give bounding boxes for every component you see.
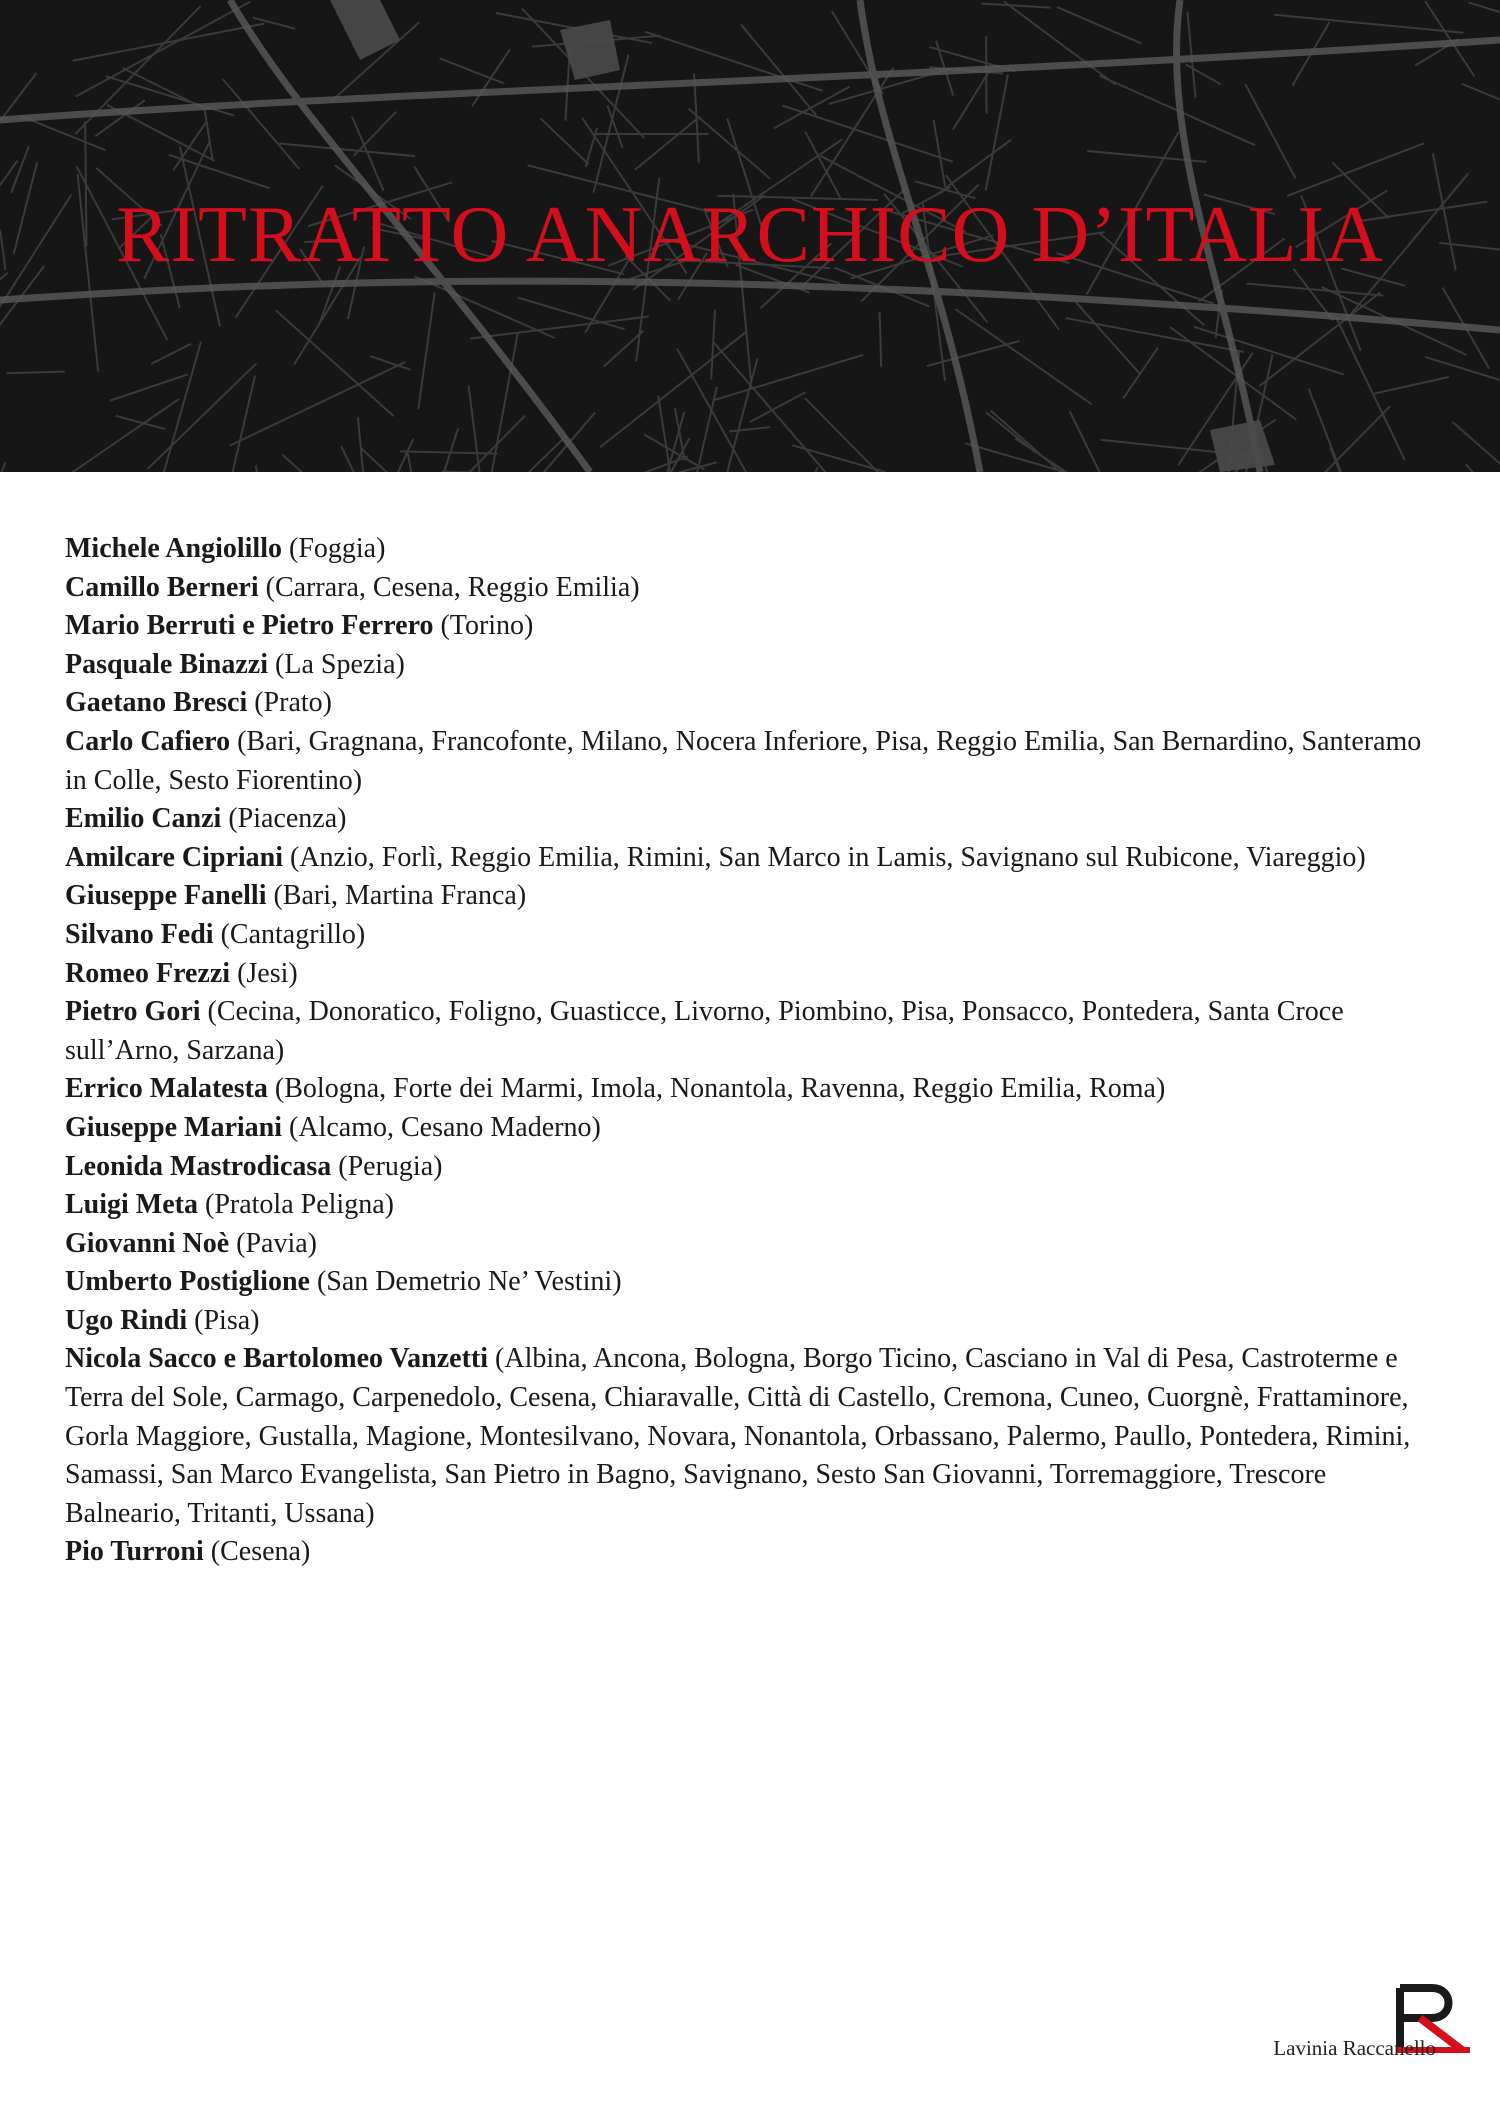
list-item (65, 955, 1445, 994)
place-list: (Bari, Gragnana, Francofonte, Milano, Nocera Inferiore, Pisa, Reggio Emilia, San Bernardino, Santeramo in Colle, Sesto Fiorentino) (65, 725, 1422, 796)
map-street-line (148, 363, 257, 468)
map-street-line (540, 118, 588, 164)
person-name: Leonida Mastrodicasa (65, 1150, 332, 1182)
place-list: (Foggia) (282, 533, 386, 564)
place-list: (Jesi) (230, 957, 298, 989)
map-street-line (982, 4, 1051, 8)
list-item (65, 646, 1445, 685)
place-list: (Piacenza) (221, 803, 347, 835)
person-name: Giuseppe Fanelli (65, 880, 267, 912)
place-list: (Cantagrillo) (213, 918, 366, 950)
map-street-line (358, 417, 365, 472)
map-street-line (955, 309, 1091, 404)
list-item (65, 839, 1445, 878)
place-list: (Pavia) (229, 1227, 317, 1259)
person-name: Pietro Gori (65, 996, 201, 1028)
person-name: Nicola Sacco e Bartolomeo Vanzetti (65, 1343, 489, 1375)
person-name: Silvano Fedi (65, 918, 214, 950)
place-list: (Bari, Martina Franca) (266, 880, 527, 912)
map-street-line (1462, 84, 1500, 100)
map-street-line (418, 292, 434, 409)
place-list: (Cecina, Donoratico, Foligno, Guasticce, Livorno, Piombino, Pisa, Ponsacco, Pontedera, Santa Croce sull’Arno, Sarzana) (65, 996, 1344, 1066)
list-item (65, 877, 1445, 916)
place-list: (Anzio, Forlì, Reggio Emilia, Rimini, San Marco in Lamis, Savignano sul Rubicone, Viareggio) (283, 841, 1366, 873)
map-street-line (0, 266, 44, 386)
anarchist-list (65, 530, 1445, 1572)
person-name: Romeo Frezzi (65, 957, 231, 989)
person-name: Luigi Meta (65, 1189, 198, 1221)
place-list: (Alcamo, Cesano Maderno) (282, 1111, 601, 1143)
list-item (65, 1148, 1445, 1187)
map-street-line (1330, 447, 1399, 472)
person-name: Pio Turroni (65, 1536, 204, 1568)
map-street-line (332, 439, 413, 472)
person-name: Camillo Berneri (65, 571, 259, 603)
map-street-line (1245, 84, 1295, 178)
map-street-line (116, 416, 165, 429)
place-list: (Pisa) (187, 1304, 260, 1336)
map-street-line (518, 298, 625, 330)
map-street-line (990, 410, 1120, 472)
person-name: Emilio Canzi (65, 803, 222, 835)
map-street-line (1057, 7, 1141, 44)
map-street-line (1004, 1, 1116, 84)
person-name: Gaetano Bresci (65, 687, 248, 719)
map-street-line (688, 109, 770, 179)
place-list: (Prato) (247, 687, 332, 719)
map-street-line (256, 465, 269, 472)
map-street-line (408, 453, 420, 472)
map-street-line (0, 462, 6, 472)
list-item (65, 1070, 1445, 1109)
map-street-line (811, 68, 894, 197)
list-item (65, 1302, 1445, 1341)
list-item (65, 1340, 1445, 1533)
map-street-line (1466, 464, 1499, 472)
list-item (65, 800, 1445, 839)
place-list: (San Demetrio Ne’ Vestini) (309, 1266, 622, 1298)
list-item (65, 916, 1445, 955)
author-name: Lavinia Raccanello (1273, 2036, 1436, 2060)
map-street-line (658, 396, 675, 472)
map-street-line (400, 451, 498, 453)
person-name: Mario Berruti e Pietro Ferrero (65, 610, 434, 642)
map-street-line (805, 398, 900, 472)
list-item (65, 1533, 1445, 1572)
map-street-line (635, 119, 698, 170)
map-street-line (40, 399, 179, 472)
place-list: (Pratola Peligna) (198, 1189, 394, 1221)
map-street-line (953, 73, 988, 130)
map-street-line (1187, 12, 1195, 98)
list-item (65, 993, 1445, 1070)
map-street-line (1246, 284, 1383, 296)
map-street-line (1075, 302, 1140, 375)
place-list: (Albina, Ancona, Bologna, Borgo Ticino, Casciano in Val di Pesa, Castroterme e Terra del Sole, Carmago, Carpenedolo, Cesena, Chiaravalle, Città di Castello, Cremona, Cuneo, Cuorgnè, Frattaminore, Gorla Maggiore, Gustalla, Magione, Montesilvano, Novara, Nonantola, Orbassano, Palermo, Paullo, Pontedera, Rimini, Samassi, San Marco Evangelista, San Pietro in Bagno, Savignano, Sesto San Giovanni, Torremaggiore, Trescore Balneario, Tritanti, Ussana) (65, 1343, 1411, 1529)
map-street-line (782, 105, 953, 161)
map-street-line (1186, 64, 1221, 84)
place-list: (La Spezia) (268, 648, 405, 680)
place-list: (Torino) (433, 610, 534, 642)
place-list: (Carrara, Cesena, Reggio Emilia) (258, 571, 640, 603)
person-name: Umberto Postiglione (65, 1266, 310, 1298)
list-item (65, 530, 1445, 569)
map-street-line (11, 146, 29, 193)
map-street-line (729, 427, 770, 431)
header-banner (0, 0, 1500, 472)
list-item (65, 607, 1445, 646)
list-item (65, 684, 1445, 723)
map-street-line (986, 75, 1008, 191)
map-street-line (151, 344, 191, 364)
map-street-line (280, 144, 415, 157)
map-street-line (426, 428, 458, 472)
map-street-line (715, 355, 864, 400)
map-street-line (73, 24, 265, 61)
map-street-line (253, 18, 295, 29)
map-street-line (1452, 422, 1500, 467)
place-list: (Cesena) (203, 1536, 311, 1568)
list-item (65, 723, 1445, 800)
map-street-line (880, 312, 881, 367)
map-street-line (173, 122, 206, 170)
map-street-line (741, 25, 816, 116)
map-street-line (439, 58, 503, 83)
person-name: Pasquale Binazzi (65, 648, 269, 680)
list-item (65, 1186, 1445, 1225)
map-street-line (746, 467, 817, 472)
map-street-line (1287, 143, 1424, 196)
place-list: (Bologna, Forte dei Marmi, Imola, Nonantola, Ravenna, Reggio Emilia, Roma) (267, 1073, 1166, 1105)
map-street-line (276, 310, 394, 416)
list-item (65, 569, 1445, 608)
map-street-line (1290, 406, 1390, 472)
map-street-line (223, 79, 300, 169)
list-item (65, 1225, 1445, 1264)
map-street-line (1374, 377, 1449, 394)
map-street-line (110, 374, 188, 400)
person-name: Amilcare Cipriani (65, 841, 284, 873)
person-name: Giovanni Noè (65, 1227, 230, 1259)
person-name: Michele Angiolillo (65, 533, 282, 564)
person-name: Giuseppe Mariani (65, 1111, 283, 1143)
map-street-line (169, 155, 270, 188)
place-list: (Perugia) (331, 1150, 443, 1182)
person-name: Errico Malatesta (65, 1073, 268, 1105)
map-street-line (594, 54, 629, 192)
map-street-line (935, 140, 1011, 196)
map-street-line (586, 128, 597, 167)
person-name: Ugo Rindi (65, 1304, 188, 1336)
list-item (65, 1109, 1445, 1148)
page-title: RITRATTO ANARCHICO D’ITALIA (116, 191, 1384, 279)
person-name: Carlo Cafiero (65, 725, 231, 757)
map-street-line (6, 372, 64, 374)
list-item (65, 1263, 1445, 1302)
map-street-line (1123, 348, 1158, 399)
map-street-line (934, 120, 946, 187)
